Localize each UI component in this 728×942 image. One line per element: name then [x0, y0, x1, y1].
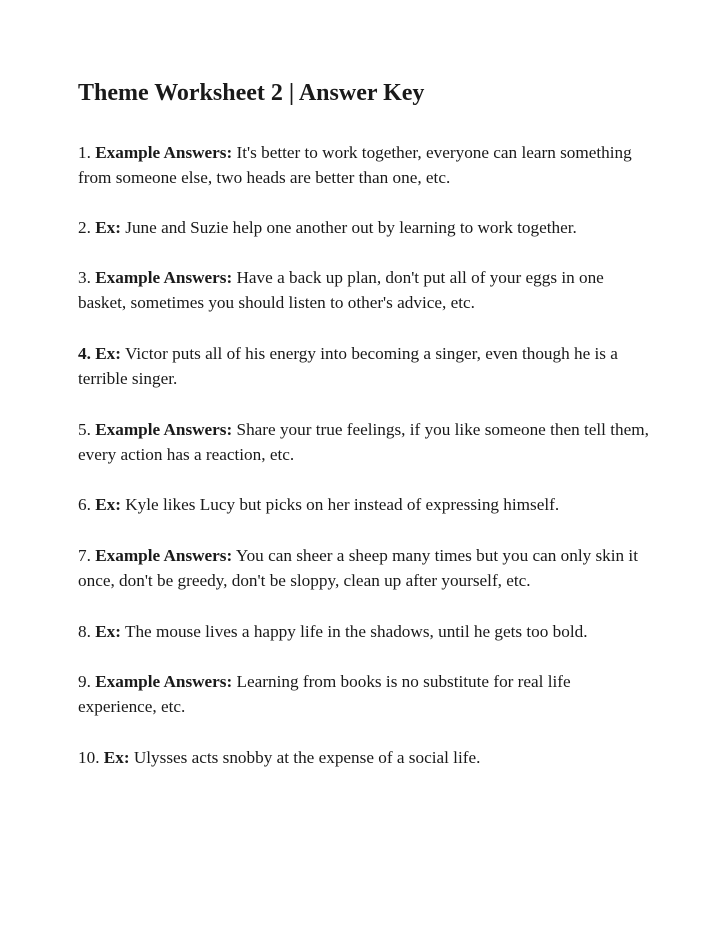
- answer-item-1: [78, 140, 653, 190]
- item-number: 1.: [78, 143, 91, 162]
- item-lead: Example Answers:: [95, 268, 233, 287]
- answer-item-8: [78, 619, 653, 644]
- item-text: You can sheer a sheep many times but you can only skin it once, don't be greedy, don't be sloppy, clean up after yourself, etc.: [78, 546, 638, 590]
- answer-item-5: [78, 417, 653, 467]
- answer-item-7: [78, 543, 653, 593]
- item-lead: Example Answers:: [95, 546, 233, 565]
- item-number: 5.: [78, 420, 91, 439]
- item-number: 6.: [78, 495, 91, 514]
- answer-item-4: [78, 341, 653, 391]
- answer-item-9: [78, 669, 653, 719]
- item-text: Have a back up plan, don't put all of your eggs in one basket, sometimes you should listen to other's advice, etc.: [78, 268, 604, 312]
- item-lead: Ex:: [95, 218, 121, 237]
- item-lead: Example Answers:: [95, 672, 233, 691]
- answer-item-6: [78, 492, 653, 517]
- item-lead: Ex:: [103, 748, 130, 767]
- item-number: 3.: [78, 268, 91, 287]
- item-lead: Example Answers:: [95, 143, 233, 162]
- item-number: 9.: [78, 672, 91, 691]
- item-lead: Ex:: [95, 344, 121, 363]
- answer-item-2: [78, 215, 653, 240]
- item-text: Ulysses acts snobby at the expense of a social life.: [133, 748, 481, 767]
- item-text: June and Suzie help one another out by learning to work together.: [125, 218, 577, 237]
- item-text: Kyle likes Lucy but picks on her instead of expressing himself.: [125, 495, 560, 514]
- item-number: 10.: [78, 748, 100, 767]
- item-text: Learning from books is no substitute for real life experience, etc.: [78, 672, 571, 716]
- item-lead: Ex:: [95, 495, 121, 514]
- item-text: It's better to work together, everyone can learn something from someone else, two heads are better than one, etc.: [78, 143, 632, 187]
- item-lead: Example Answers:: [95, 420, 233, 439]
- item-lead: Ex:: [95, 622, 121, 641]
- item-number: 4.: [78, 344, 91, 363]
- item-text: Share your true feelings, if you like someone then tell them, every action has a reaction, etc.: [78, 420, 649, 464]
- answer-item-10: [78, 745, 653, 770]
- answer-item-3: [78, 265, 653, 315]
- item-text: The mouse lives a happy life in the shadows, until he gets too bold.: [124, 622, 588, 641]
- item-number: 8.: [78, 622, 91, 641]
- page-title: Theme Worksheet 2 | Answer Key: [78, 80, 425, 106]
- item-text: Victor puts all of his energy into becoming a singer, even though he is a terrible singer.: [78, 344, 618, 388]
- item-number: 7.: [78, 546, 91, 565]
- item-number: 2.: [78, 218, 91, 237]
